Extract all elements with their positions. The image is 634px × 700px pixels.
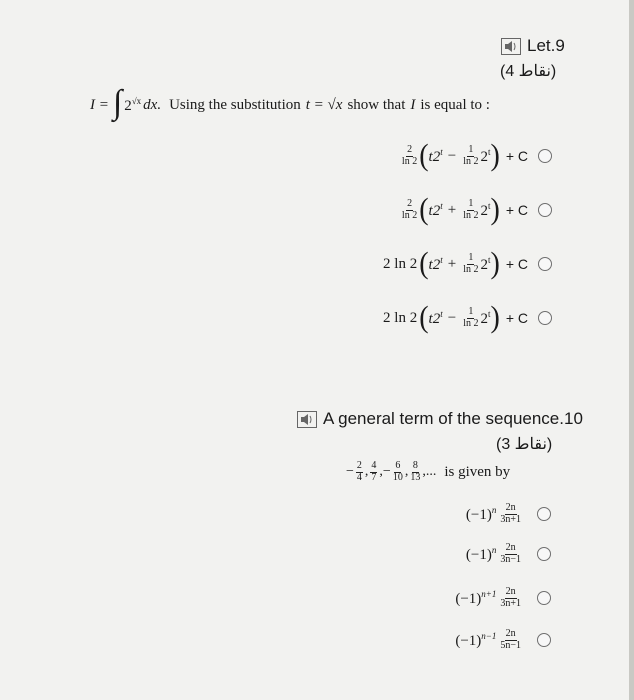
integral-sign: ∫ bbox=[112, 84, 123, 121]
q10-title: A general term of the sequence.10 bbox=[323, 409, 583, 428]
operator: + bbox=[447, 201, 457, 218]
q9-text3: is equal to : bbox=[420, 96, 490, 113]
radio-button[interactable] bbox=[538, 311, 552, 325]
q9-lhs: I = bbox=[90, 96, 109, 113]
radio-button[interactable] bbox=[537, 547, 551, 561]
term-b: 2$^t$ bbox=[480, 200, 491, 219]
term-b: 2$^t$ bbox=[480, 308, 491, 327]
term-a: t2$^t$ bbox=[428, 254, 443, 273]
sign: − bbox=[382, 464, 391, 479]
sequence-term: $\frac{8}{13}$ bbox=[410, 460, 421, 483]
fraction: $\frac{2}{\ln 2}$ bbox=[401, 144, 418, 167]
q10-stem bbox=[346, 461, 510, 483]
page-edge bbox=[629, 0, 634, 700]
q9-title: Let.9 bbox=[527, 36, 565, 55]
q10-option-2[interactable] bbox=[466, 543, 551, 565]
right-paren: ) bbox=[490, 138, 500, 173]
right-paren: ) bbox=[490, 246, 500, 281]
q9-points: (4 نقاط) bbox=[500, 63, 557, 80]
comma: , bbox=[364, 464, 369, 479]
fraction: $\frac{2n}{3n+1}$ bbox=[500, 502, 521, 525]
q9-header bbox=[501, 36, 565, 56]
q10-option-4[interactable] bbox=[455, 629, 551, 651]
operator: − bbox=[447, 147, 457, 164]
left-paren: ( bbox=[419, 300, 429, 335]
fraction: $\frac{2n}{3n-1}$ bbox=[500, 542, 521, 565]
q9-option-3[interactable] bbox=[383, 246, 552, 281]
sequence-term: $\frac{2}{4}$ bbox=[356, 460, 362, 483]
q10-option-3[interactable] bbox=[455, 587, 551, 609]
radio-button[interactable] bbox=[538, 149, 552, 163]
fraction: $\frac{1}{\ln 2}$ bbox=[463, 144, 479, 167]
fraction: $\frac{2n}{3n+1}$ bbox=[500, 586, 521, 609]
option-base: $(-1)^n$ bbox=[465, 544, 497, 563]
term-a: t2$^t$ bbox=[428, 146, 443, 165]
option-base: $(-1)^{n+1}$ bbox=[455, 588, 497, 607]
q10-points: (3 نقاط) bbox=[496, 436, 553, 453]
fraction: $\frac{1}{\ln 2}$ bbox=[463, 306, 479, 329]
option-base: $(-1)^n$ bbox=[465, 504, 497, 523]
constant: + C bbox=[505, 256, 528, 272]
term-a: t2$^t$ bbox=[428, 308, 443, 327]
radio-button[interactable] bbox=[537, 591, 551, 605]
radio-button[interactable] bbox=[538, 257, 552, 271]
comma: , bbox=[379, 464, 383, 479]
radio-button[interactable] bbox=[537, 507, 551, 521]
q9-integrand: $2^{√x}$ bbox=[124, 95, 142, 114]
term-b: 2$^t$ bbox=[480, 254, 491, 273]
sequence-term: $\frac{6}{10}$ bbox=[392, 460, 403, 483]
option-prefix: 2 ln 2 bbox=[383, 255, 418, 272]
option-base: $(-1)^{n-1}$ bbox=[455, 630, 497, 649]
q9-text1: Using the substitution bbox=[169, 96, 301, 113]
operator: − bbox=[447, 309, 457, 326]
radio-button[interactable] bbox=[537, 633, 551, 647]
q9-option-1[interactable] bbox=[400, 138, 552, 173]
right-paren: ) bbox=[490, 192, 500, 227]
speaker-icon[interactable] bbox=[501, 38, 521, 55]
q9-var: I bbox=[410, 96, 416, 113]
constant: + C bbox=[505, 202, 528, 218]
fraction: $\frac{1}{\ln 2}$ bbox=[463, 252, 479, 275]
sequence-tail: ,... bbox=[422, 464, 437, 479]
q10-option-1[interactable] bbox=[466, 503, 551, 525]
q10-header bbox=[297, 409, 583, 429]
q10-stem-text: is given by bbox=[444, 463, 511, 480]
left-paren: ( bbox=[419, 138, 429, 173]
left-paren: ( bbox=[419, 246, 429, 281]
q9-dx: dx. bbox=[143, 96, 162, 113]
left-paren: ( bbox=[419, 192, 429, 227]
comma: , bbox=[404, 464, 409, 479]
sequence-term: $\frac{4}{7}$ bbox=[371, 460, 377, 483]
term-a: t2$^t$ bbox=[428, 200, 443, 219]
option-prefix: 2 ln 2 bbox=[383, 309, 418, 326]
q9-option-4[interactable] bbox=[383, 300, 552, 335]
fraction: $\frac{2}{\ln 2}$ bbox=[401, 198, 418, 221]
fraction: $\frac{1}{\ln 2}$ bbox=[463, 198, 479, 221]
right-paren: ) bbox=[490, 300, 500, 335]
constant: + C bbox=[505, 148, 528, 164]
q9-sub: t = √x bbox=[305, 96, 343, 113]
constant: + C bbox=[505, 310, 528, 326]
sign: − bbox=[346, 464, 354, 479]
operator: + bbox=[447, 255, 457, 272]
q9-option-2[interactable] bbox=[400, 192, 552, 227]
fraction: $\frac{2n}{5n-1}$ bbox=[500, 628, 521, 651]
q9-text2: show that bbox=[347, 96, 406, 113]
q9-stem bbox=[90, 84, 490, 122]
radio-button[interactable] bbox=[538, 203, 552, 217]
term-b: 2$^t$ bbox=[480, 146, 491, 165]
speaker-icon[interactable] bbox=[297, 411, 317, 428]
